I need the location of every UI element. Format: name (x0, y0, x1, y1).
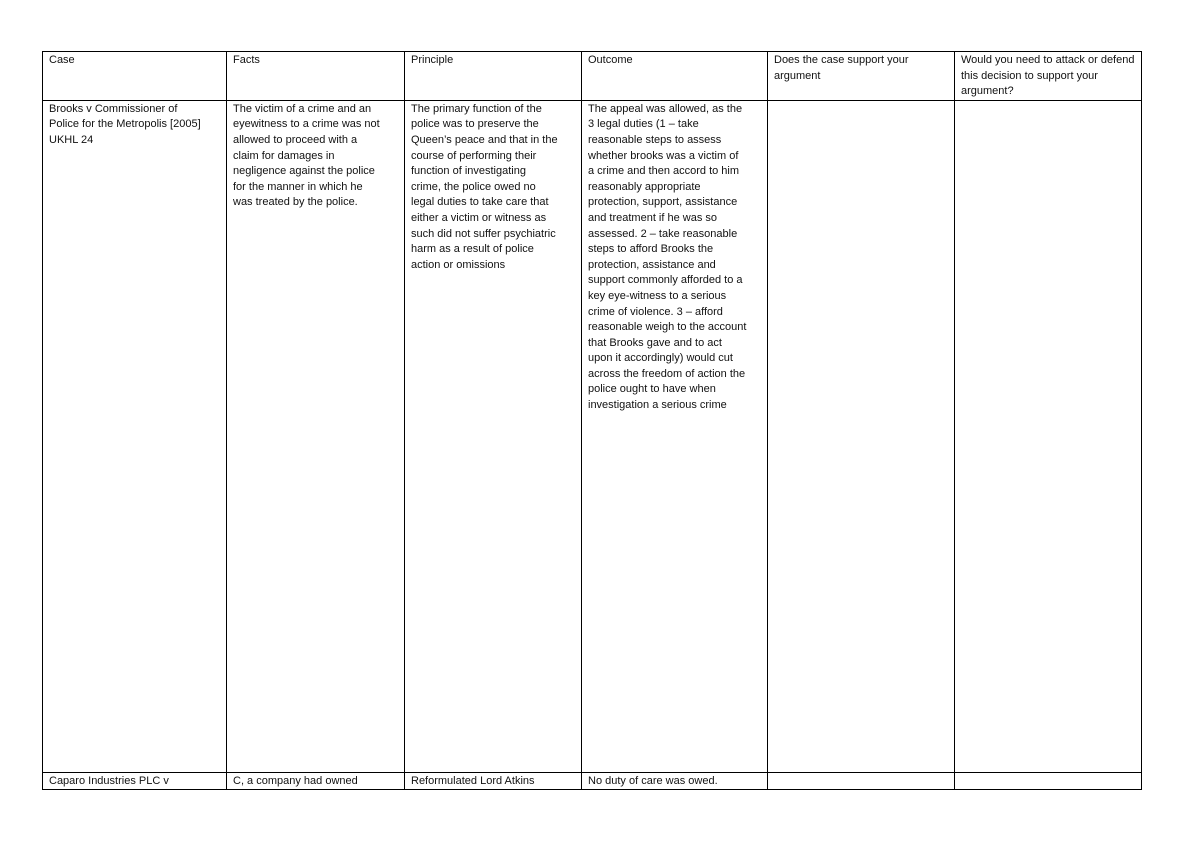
cell-facts: The victim of a crime and an eyewitness to a crime was not allowed to proceed with a claim for damages in negligence against the police for the manner in which he was treated by the police. (227, 100, 405, 772)
cell-case: Caparo Industries PLC v (43, 772, 227, 790)
header-principle: Principle (405, 52, 582, 101)
cell-principle: The primary function of the police was to preserve the Queen’s peace and that in the course of performing their function of investigating crime, the police owed no legal duties to take care that either a victim or witness as such did not suffer psychiatric harm as a result of police action or omissions (405, 100, 582, 772)
header-outcome: Outcome (582, 52, 768, 101)
cell-supports-argument (768, 100, 955, 772)
cell-case: Brooks v Commissioner of Police for the Metropolis [2005] UKHL 24 (43, 100, 227, 772)
table-row (43, 100, 1142, 772)
header-facts: Facts (227, 52, 405, 101)
cell-outcome: No duty of care was owed. (582, 772, 768, 790)
cell-outcome: The appeal was allowed, as the 3 legal duties (1 – take reasonable steps to assess whether brooks was a victim of a crime and then accord to him reasonably appropriate protection, support, assistance and treatment if he was so assessed. 2 – take reasonable steps to afford Brooks the protection, assistance and support commonly afforded to a key eye-witness to a serious crime of violence. 3 – afford reasonable weigh to the account that Brooks gave and to act upon it accordingly) would cut across the freedom of action the police ought to have when investigation a serious crime (582, 100, 768, 772)
header-case: Case (43, 52, 227, 101)
table-header-row (43, 52, 1142, 101)
case-analysis-table (42, 51, 1142, 790)
cell-attack-or-defend (955, 772, 1142, 790)
header-supports-argument: Does the case support your argument (768, 52, 955, 101)
cell-supports-argument (768, 772, 955, 790)
cell-facts: C, a company had owned (227, 772, 405, 790)
cell-attack-or-defend (955, 100, 1142, 772)
cell-principle: Reformulated Lord Atkins (405, 772, 582, 790)
table-row (43, 772, 1142, 790)
header-attack-or-defend: Would you need to attack or defend this decision to support your argument? (955, 52, 1142, 101)
